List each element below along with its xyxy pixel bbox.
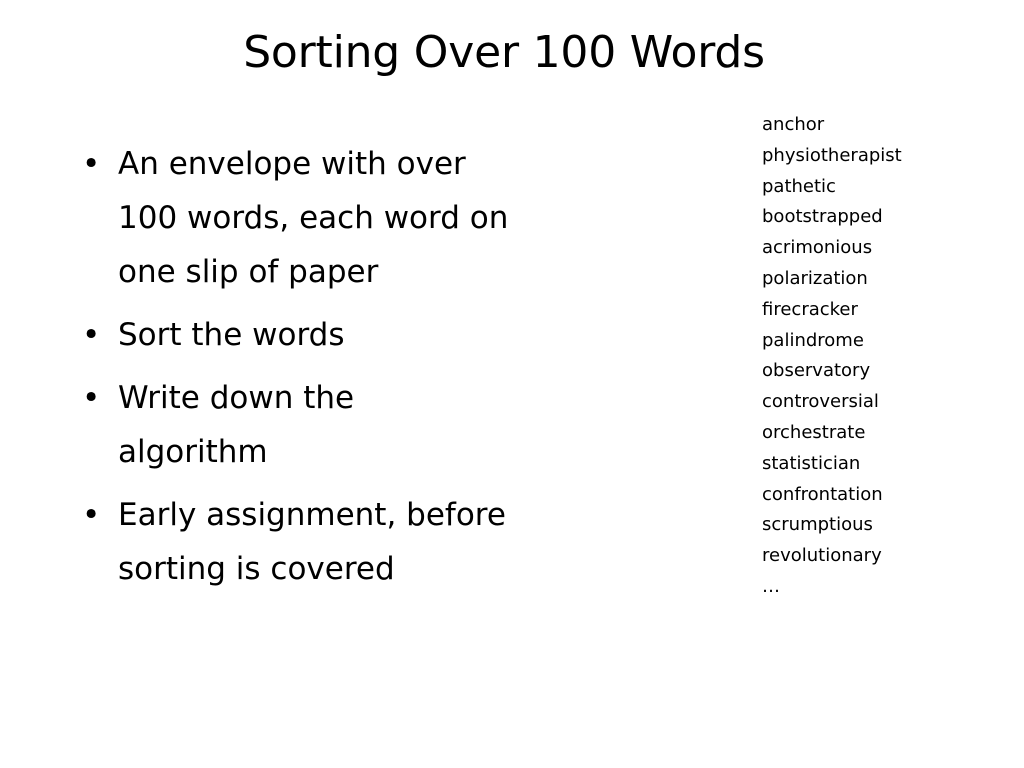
bullet-text-line: Sort the words xyxy=(118,317,345,353)
bullet-item xyxy=(80,371,600,479)
word-item: … xyxy=(762,575,780,597)
word-item: controversial xyxy=(762,391,879,413)
word-item: pathetic xyxy=(762,175,836,197)
bullet-text-line: Write down the xyxy=(118,380,355,416)
bullet-text-line: 100 words, each word on xyxy=(118,200,509,236)
word-item: bootstrapped xyxy=(762,206,883,228)
bullet-item xyxy=(80,308,600,362)
word-item: palindrome xyxy=(762,329,864,351)
word-item: statistician xyxy=(762,452,861,474)
slide-title: Sorting Over 100 Words xyxy=(243,27,765,78)
bullet-item xyxy=(80,137,600,299)
word-item: polarization xyxy=(762,267,868,289)
bullet-marker-icon: • xyxy=(82,380,101,416)
word-item: revolutionary xyxy=(762,545,882,567)
bullet-text-line: Early assignment, before xyxy=(118,497,506,533)
word-item: orchestrate xyxy=(762,421,866,443)
bullet-text-line: sorting is covered xyxy=(118,551,395,587)
word-item: acrimonious xyxy=(762,237,873,259)
word-item: confrontation xyxy=(762,483,883,505)
word-item: firecracker xyxy=(762,298,858,320)
word-item: physiotherapist xyxy=(762,144,902,166)
bullet-item xyxy=(80,488,600,596)
word-item: anchor xyxy=(762,114,825,135)
bullet-list xyxy=(80,137,600,605)
bullet-marker-icon: • xyxy=(82,146,101,182)
bullet-text-line: one slip of paper xyxy=(118,254,379,290)
bullet-text-line: An envelope with over xyxy=(118,146,466,182)
bullet-marker-icon: • xyxy=(82,497,101,533)
bullet-marker-icon: • xyxy=(82,317,101,353)
word-item: scrumptious xyxy=(762,514,873,536)
word-list xyxy=(762,110,1002,603)
bullet-text-line: algorithm xyxy=(118,434,268,470)
word-item: observatory xyxy=(762,360,871,382)
